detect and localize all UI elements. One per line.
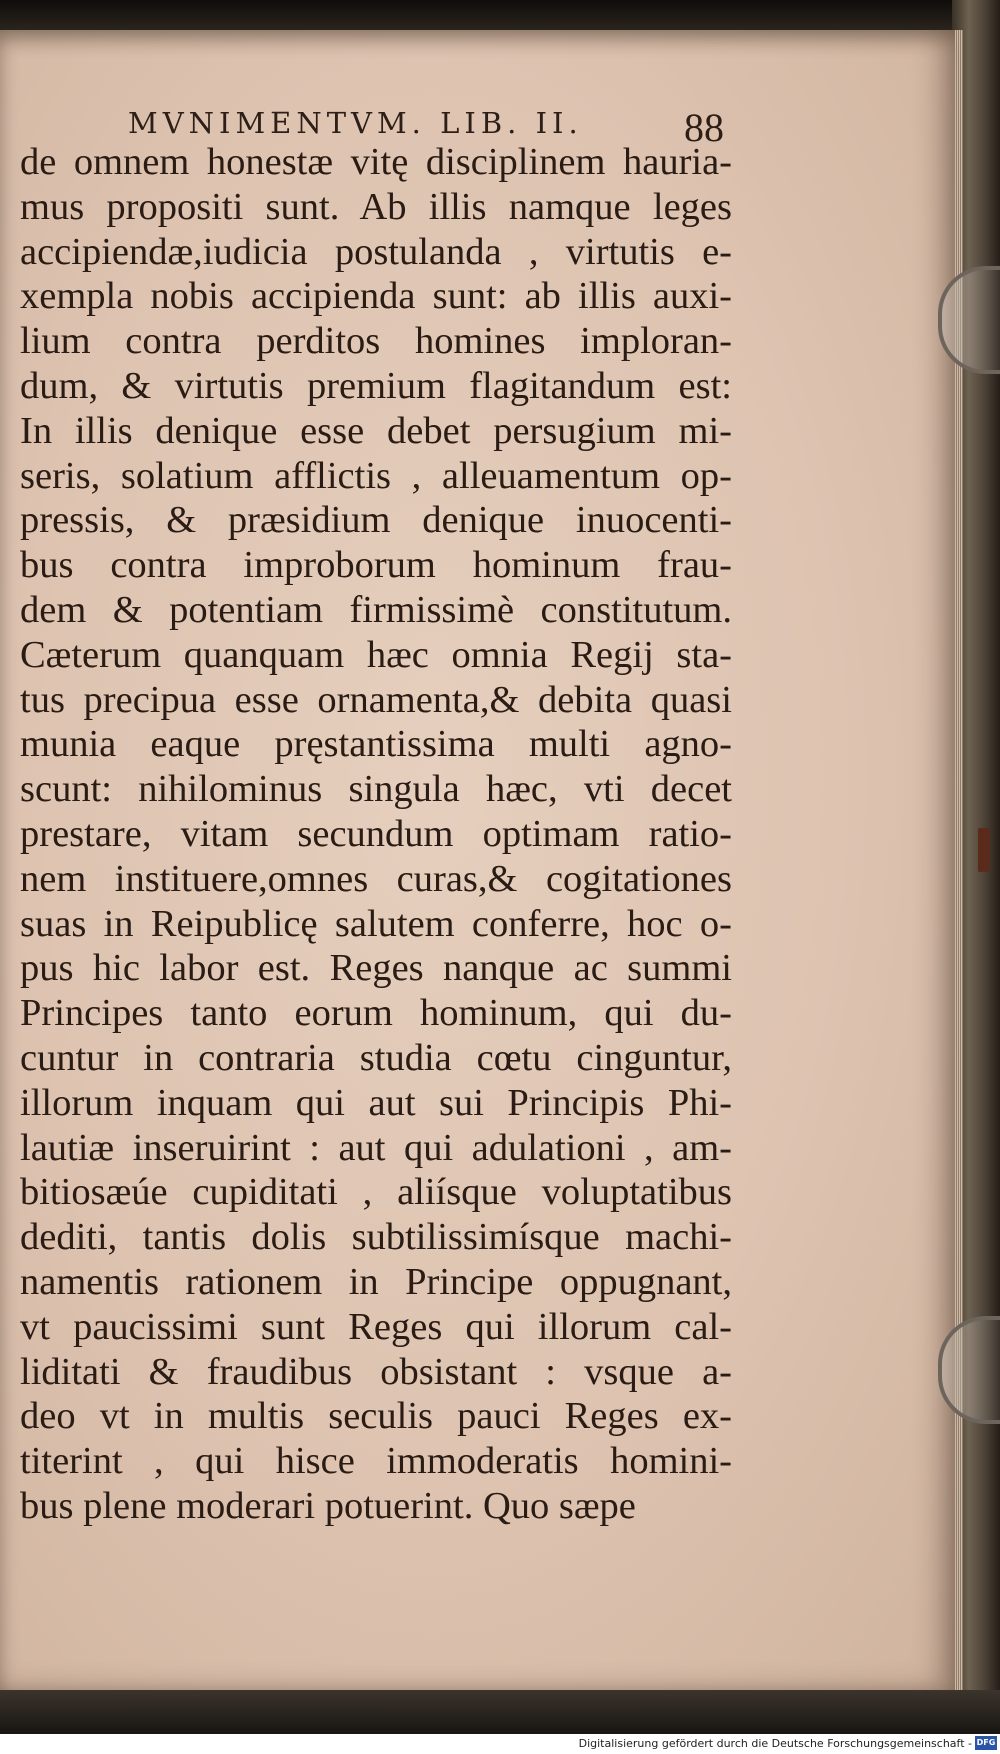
text-line: accipiendæ,iudicia postulanda , virtutis e- [20,230,732,273]
text-line: suas in Reipublicę salutem conferre, hoc o- [20,902,732,945]
bookmark-tab [978,828,990,872]
text-line: lium contra perditos homines imploran- [20,320,732,363]
bottom-book-edge [0,1690,1000,1734]
text-line: prestare, vitam secundum optimam ratio- [20,812,732,855]
text-line: dum, & virtutis premium flagitandum est: [20,364,732,407]
digitization-footer [0,1734,1000,1754]
text-line: cuntur in contraria studia cœtu cinguntur, [20,1036,732,1079]
body-text [20,140,732,1529]
text-line: In illis denique esse debet persugium mi- [20,409,732,452]
text-line: dem & potentiam firmissimè constitutum. [20,588,732,631]
text-line: bitiosæúe cupiditati , aliísque voluptatibus [20,1171,732,1214]
digitization-credit: Digitalisierung gefördert durch die Deutsche Forschungsgemeinschaft - [578,1737,972,1750]
text-line: bus plene moderari potuerint. Quo sæpe [20,1484,636,1527]
text-line: mus propositi sunt. Ab illis namque leges [20,185,732,228]
text-line: deo vt in multis seculis pauci Reges ex- [20,1395,732,1438]
text-line: pus hic labor est. Reges nanque ac summi [20,947,732,990]
text-line: namentis rationem in Principe oppugnant, [20,1260,732,1303]
text-line: liditati & fraudibus obsistant : vsque a- [20,1350,732,1393]
text-line: pressis, & præsidium denique inuocenti- [20,499,732,542]
top-book-edge [0,0,1000,30]
text-line: de omnem honestæ vitę disciplinem hauria- [20,141,732,183]
text-line: xempla nobis accipienda sunt: ab illis auxi- [20,275,732,318]
text-line: illorum inquam qui aut sui Principis Phi- [20,1081,732,1124]
text-line: Cæterum quanquam hæc omnia Regij sta- [20,633,732,676]
text-line: Principes tanto eorum hominum, qui du- [20,992,732,1035]
page-number: 88 [684,105,724,150]
text-line: tus precipua esse ornamenta,& debita quasi [20,678,732,721]
running-head: MVNIMENTVM. LIB. II. [128,106,583,140]
text-line: munia eaque pręstantissima multi agno- [20,723,732,766]
text-line: vt paucissimi sunt Reges qui illorum cal- [20,1305,732,1348]
dfg-logo: DFG [975,1736,997,1750]
text-line: seris, solatium afflictis , alleuamentum op- [20,454,732,497]
text-line: nem instituere,omnes curas,& cogitationes [20,857,732,900]
text-line: scunt: nihilominus singula hæc, vti decet [20,768,732,811]
text-line: titerint , qui hisce immoderatis homini- [20,1440,732,1483]
text-line: dediti, tantis dolis subtilissimísque machi- [20,1216,732,1259]
text-line: lautiæ inseruirint : aut qui adulationi , am- [20,1126,732,1169]
text-line: bus contra improborum hominum frau- [20,544,732,587]
